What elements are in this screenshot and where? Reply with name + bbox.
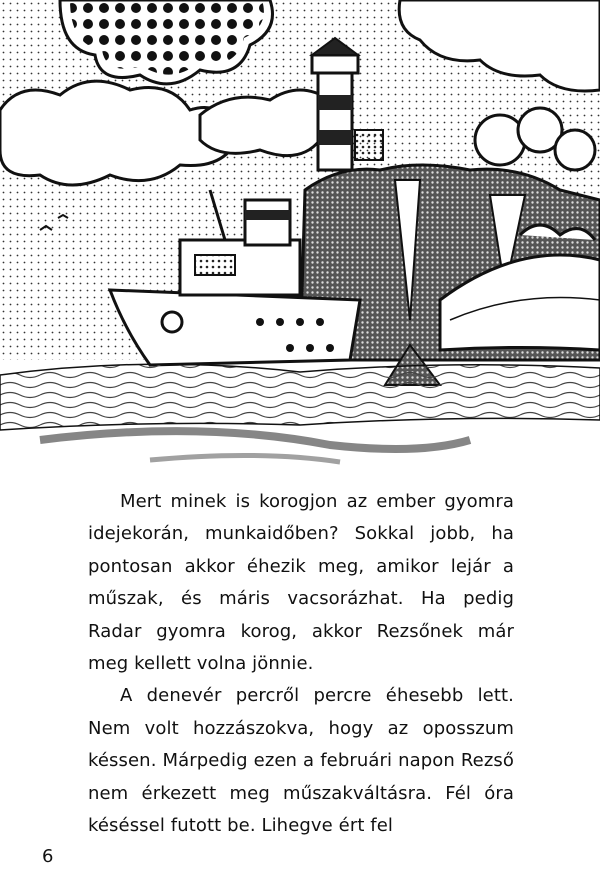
paragraph: A denevér percről percre éhesebb lett. Nem volt hozzászokva, hogy az oposszum késsen. Márpedig ezen a februári napon Rezső nem érkezett meg műszakváltásra. Fél óra késéssel futott be. Lihegve ért fel [88, 685, 514, 837]
page-number: 6 [42, 846, 54, 867]
paragraph: Mert minek is korogjon az ember gyomra idejekorán, munkaidőben? Sokkal jobb, ha pontosan akkor éhezik meg, amikor lejár a műszak, és máris vacsorázhat. Ha pedig Radar gyomra korog, akkor Rezsőnek már meg kellett volna jönnie. [88, 491, 514, 675]
body-text [88, 486, 514, 842]
sea-icon [0, 364, 600, 462]
